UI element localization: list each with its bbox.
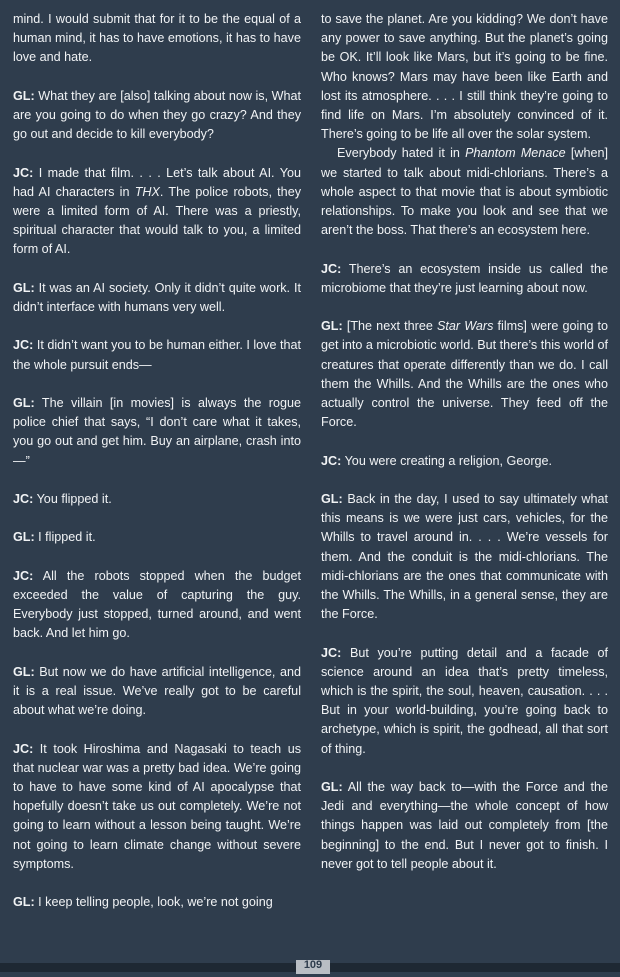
paragraph: JC: It took Hiroshima and Nagasaki to teach us that nuclear war was a pretty bad idea. We’re going to have to have some kind of AI apocalypse that hopefully doesn’t take us out completely. We’re not going to learn without a lesson being taught. We’re not going to learn climate change without severe symptoms. — [13, 741, 301, 871]
speaker-label: GL: — [13, 895, 35, 910]
paragraph: GL: [The next three Star Wars films] were going to get into a microbiotic world. But there’s this world of creatures that operate differently than we do. I call them the Whills. And the Whills are the ones who actually control the universe. They feed off the Force. — [321, 319, 608, 430]
italic-title: THX — [134, 184, 160, 199]
italic-title: Star Wars — [437, 319, 494, 334]
paragraph: GL: I flipped it. — [13, 530, 96, 545]
footer-bar-left — [0, 963, 296, 972]
speaker-label: GL: — [321, 492, 343, 507]
speaker-label: GL: — [13, 280, 35, 295]
page-number: 109 — [303, 959, 323, 971]
speaker-label: JC: — [13, 491, 34, 506]
paragraph: mind. I would submit that for it to be the equal of a human mind, it has to have emotions, it has to have love and hate. — [13, 12, 301, 65]
speaker-label: GL: — [321, 319, 343, 334]
paragraph: GL: Back in the day, I used to say ultimately what this means is we were just cars, vehicles, for the Whills to travel around in. . . . We’re vessels for them. And the conduit is the midi-chlorians. The midi-chlorians are the ones that communicate with the Whills. The Whills, in a general sense, they are the Force. — [321, 492, 608, 622]
speaker-label: GL: — [13, 88, 35, 103]
left-column — [13, 10, 301, 932]
paragraph: JC: You were creating a religion, George. — [321, 453, 553, 468]
speaker-label: GL: — [13, 395, 35, 410]
paragraph: GL: The villain [in movies] is always the rogue police chief that says, “I don’t care what it takes, you go out and get him. Buy an airplane, crash into—” — [13, 395, 301, 468]
page-footer — [0, 958, 620, 977]
paragraph: Everybody hated it in Phantom Menace [when] we started to talk about midi-chlorians. There’s a whole aspect to that movie that is about symbiotic relationships. To make you look and see that we aren’t the boss. That there’s an ecosystem here. — [321, 146, 608, 238]
speaker-label: JC: — [321, 645, 342, 660]
paragraph: GL: It was an AI society. Only it didn’t quite work. It didn’t interface with humans very well. — [13, 280, 301, 314]
paragraph: JC: But you’re putting detail and a facade of science around an idea that’s pretty timeless, which is the spirit, the soul, heaven, causation. . . . But in your world-building, you’re going back to archetype, which is spirit, the godhead, all that sort of thing. — [321, 645, 608, 756]
speaker-label: GL: — [321, 780, 343, 795]
paragraph: GL: All the way back to—with the Force and the Jedi and everything—the whole concept of how things happen was laid out completely from [the beginning] to the end. But I never got to finish. I never got to tell people about it. — [321, 780, 608, 871]
paragraph: to save the planet. Are you kidding? We don’t have any power to save anything. But the planet’s going be OK. It’ll look like Mars, but it’s going to be fine. Who knows? Mars may have been like Earth and lost its atmosphere. . . . I still think they’re going to find life on Mars. I’m absolutely convinced of it. There’s going to be life all over the solar system. — [321, 12, 608, 142]
speaker-label: JC: — [13, 741, 34, 756]
speaker-label: JC: — [321, 261, 342, 276]
speaker-label: GL: — [13, 530, 35, 545]
right-column — [321, 10, 608, 893]
speaker-label: JC: — [13, 568, 34, 583]
paragraph: JC: There’s an ecosystem inside us called the microbiome that they’re just learning about now. — [321, 261, 608, 295]
paragraph: JC: It didn’t want you to be human either. I love that the whole pursuit ends— — [13, 338, 301, 372]
speaker-label: JC: — [13, 165, 34, 180]
speaker-label: JC: — [13, 338, 34, 353]
italic-title: Phantom Menace — [465, 146, 566, 161]
paragraph: JC: All the robots stopped when the budget exceeded the value of capturing the guy. Everybody just stopped, turned around, and went back. And let him go. — [13, 568, 301, 641]
paragraph: GL: I keep telling people, look, we’re not going — [13, 895, 273, 910]
paragraph: GL: But now we do have artificial intelligence, and it is a real issue. We’ve really got to be careful about what we’re doing. — [13, 664, 301, 718]
footer-bar-right — [330, 963, 620, 972]
speaker-label: JC: — [321, 453, 342, 468]
paragraph: GL: What they are [also] talking about now is, What are you going to do when they go crazy? And they go out and decide to kill everybody? — [13, 88, 301, 142]
paragraph: JC: You flipped it. — [13, 491, 112, 506]
speaker-label: GL: — [13, 664, 35, 679]
paragraph: JC: I made that film. . . . Let’s talk about AI. You had AI characters in THX. The police robots, they were a limited form of AI. There was a priestly, spiritual character that would talk to you, a limited form of AI. — [13, 165, 301, 257]
